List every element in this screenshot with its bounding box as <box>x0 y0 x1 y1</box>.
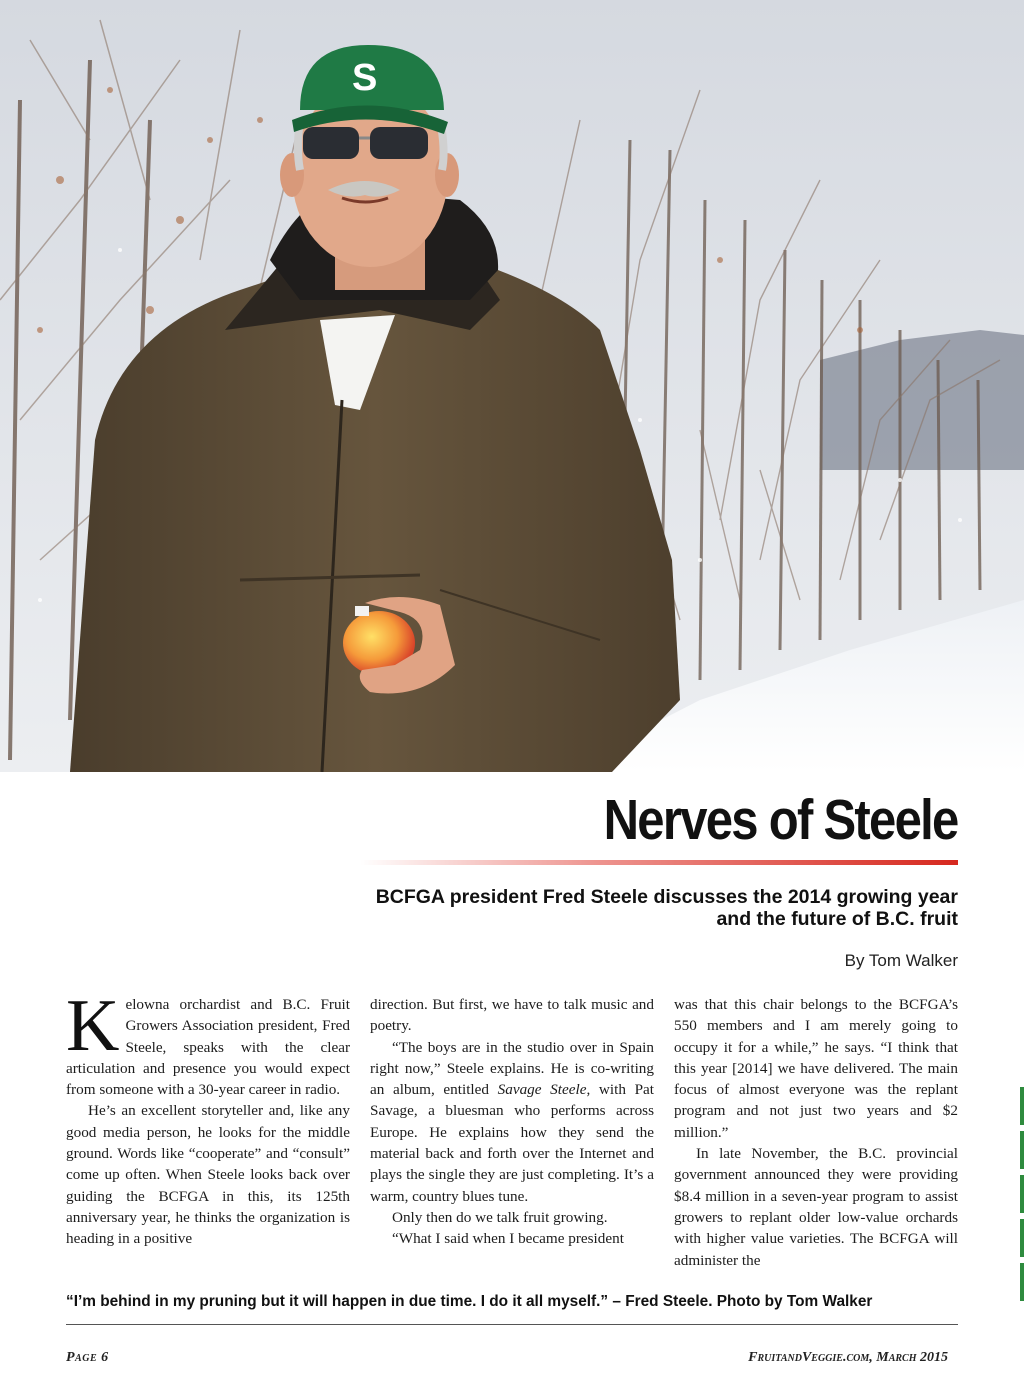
paragraph <box>66 985 350 1100</box>
footer-divider <box>66 1324 958 1325</box>
paragraph: was that this chair belongs to the BCFGA’s 550 members and I am merely going to occupy it for a while,” he says. “I think that this year [2014] we have delivered. The main focus of almost everyone was the replant program and not just two years and $2 million.” <box>674 996 958 1141</box>
deck-line-2: and the future of B.C. fruit <box>716 908 958 930</box>
byline: By Tom Walker <box>844 951 958 970</box>
paragraph: “What I said when I became president <box>392 1230 624 1248</box>
publication-date: FruitandVeggie.com, March 2015 <box>748 1350 948 1365</box>
paragraph-text: elowna orchardist and B.C. Fruit Growers Association president, Fred Steele, speaks with the clear articulation and presence you would expect from someone with a 30-year career in radio. <box>66 996 350 1099</box>
photo-caption: “I’m behind in my pruning but it will happen in due time. I do it all myself.” – Fred Steele. Photo by Tom Walker <box>66 1293 873 1310</box>
article-headline: Nerves of Steele <box>604 788 958 852</box>
paragraph-text: “The boys are in the studio over in Spain right now,” Steele explains. He is co-writing an album, entitled <box>370 1038 654 1099</box>
album-title: Savage Steele <box>497 1081 587 1099</box>
paragraph: In late November, the B.C. provincial government announced they were providing $8.4 million in a seven-year program to assist growers to replant older low-value orchards with higher value varieties. The BCFGA will administer the <box>674 1145 958 1269</box>
page-number: Page 6 <box>66 1350 109 1365</box>
column-1 <box>66 985 350 1250</box>
paragraph: Only then do we talk fruit growing. <box>392 1208 608 1226</box>
deck-line-1: BCFGA president Fred Steele discusses the 2014 growing year <box>375 886 958 908</box>
column-2 <box>370 994 654 1250</box>
drop-cap: K <box>66 985 120 1067</box>
paragraph: He’s an excellent storyteller and, like any good media person, he looks for the middle ground. Words like “cooperate” and “consult” come up often. When Steele looks back over guiding the BCFGA in this, its 125th anniversary year, he thinks the organization is heading in a positive <box>66 1102 350 1248</box>
paragraph-text: , with Pat Savage, a bluesman who performs across Europe. He explains how they send the material back and forth over the Internet and plays the single they are just completing. It’s a warm, country blues tune. <box>370 1081 654 1205</box>
edge-color-tab <box>1020 1087 1024 1307</box>
cap-logo: S <box>352 57 378 99</box>
headline-divider <box>360 860 958 865</box>
paragraph: direction. But first, we have to talk music and poetry. <box>370 996 654 1035</box>
paragraph <box>370 1037 654 1207</box>
column-3 <box>674 994 958 1271</box>
article-deck <box>258 886 958 930</box>
